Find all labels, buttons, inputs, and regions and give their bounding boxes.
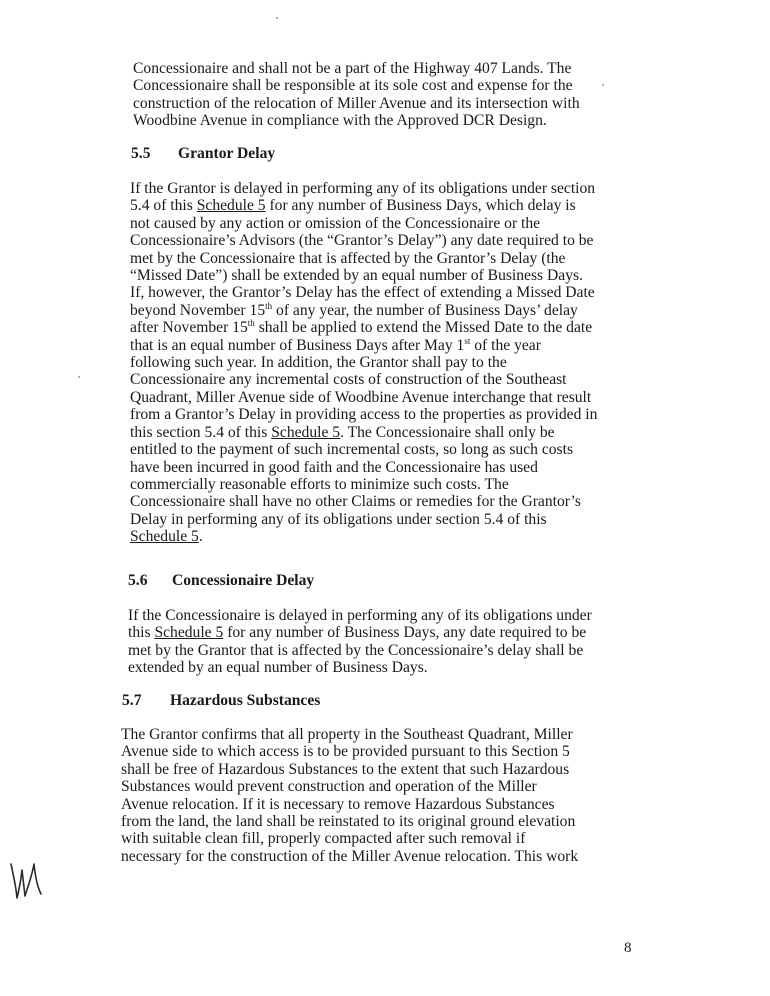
text-line: Concessionaire shall be responsible at its sole cost and expense for the [133, 77, 573, 95]
schedule-reference: Schedule 5 [154, 624, 224, 642]
text-line [121, 726, 578, 743]
text-run: If the Grantor is delayed in performing any of its obligations under section [130, 180, 596, 197]
ordinal-suffix: st [464, 335, 471, 346]
section-number: 5.6 [128, 572, 148, 589]
text-run: of any year, the number of Business Days’ delay [272, 301, 578, 319]
text-run: extended by an equal number of Business Days. [128, 659, 428, 677]
section-title: Concessionaire Delay [172, 572, 315, 589]
text-line [130, 511, 597, 528]
text-line [130, 371, 597, 388]
text-line [130, 493, 597, 510]
schedule-reference: Schedule 5 [196, 197, 266, 215]
text-line [121, 796, 578, 813]
text-run: Concessionaire’s Advisors (the “Grantor’s Delay”) any date required to be [130, 232, 594, 250]
section-heading-5-6 [128, 572, 314, 590]
ordinal-suffix: th [265, 300, 273, 311]
text-run: from a Grantor’s Delay in providing access to the properties as provided in [130, 406, 598, 424]
text-line [130, 180, 597, 197]
text-line [130, 284, 597, 301]
section-5-5-paragraph [130, 180, 597, 546]
text-line: Woodbine Avenue in compliance with the Approved DCR Design. [133, 112, 547, 130]
text-line [128, 642, 592, 659]
text-run: The Grantor confirms that all property in the Southeast Quadrant, Miller [121, 726, 573, 743]
text-run: entitled to the payment of such incremental costs, so long as such costs [130, 441, 574, 459]
text-line [130, 441, 597, 458]
text-line [130, 215, 597, 232]
scan-speck [602, 84, 604, 86]
text-run: met by the Grantor that is affected by the Concessionaire’s delay shall be [128, 641, 584, 659]
text-run: this [128, 624, 155, 642]
text-run: commercially reasonable efforts to minimize such costs. The [130, 475, 509, 493]
text-line [121, 743, 578, 760]
text-run: this section 5.4 of this [130, 423, 272, 441]
text-line [121, 813, 578, 830]
section-title: Hazardous Substances [170, 692, 321, 709]
section-5-7-paragraph [121, 726, 578, 865]
schedule-reference: Schedule 5 [130, 528, 199, 546]
text-run: . The Concessionaire shall only be [340, 423, 555, 441]
text-run: met by the Concessionaire that is affected by the Grantor’s Delay (the [130, 249, 566, 267]
text-run: Substances would prevent construction and operation of the Miller [121, 778, 537, 796]
section-heading-5-7 [122, 692, 320, 710]
text-line [130, 250, 597, 267]
text-run: from the land, the land shall be reinstated to its original ground elevation [121, 813, 576, 831]
text-run: “Missed Date”) shall be extended by an equal number of Business Days. [130, 267, 583, 285]
text-run: Avenue side to which access is to be provided pursuant to this Section 5 [121, 743, 570, 761]
text-line [121, 830, 578, 847]
scan-speck [276, 17, 278, 19]
text-run: not caused by any action or omission of the Concessionaire or the [130, 214, 541, 232]
section-number: 5.7 [122, 692, 142, 709]
text-run: Concessionaire shall have no other Claims or remedies for the Grantor’s [130, 493, 581, 511]
text-line [128, 607, 592, 624]
text-line [121, 778, 578, 795]
handwritten-initials-icon [8, 856, 44, 902]
page-number: 8 [624, 940, 632, 956]
text-run: for any number of Business Days, any date required to be [223, 624, 587, 642]
text-run: shall be free of Hazardous Substances to the extent that such Hazardous [121, 760, 570, 778]
text-run: If, however, the Grantor’s Delay has the effect of extending a Missed Date [130, 284, 595, 302]
text-line [130, 197, 597, 214]
scan-speck [78, 376, 80, 378]
text-run: 5.4 of this [130, 197, 197, 215]
text-run: beyond November 15 [130, 301, 266, 319]
text-line [130, 232, 597, 249]
text-run: Concessionaire any incremental costs of construction of the Southeast [130, 371, 567, 389]
section-5-6-paragraph [128, 607, 592, 677]
text-line [130, 459, 597, 476]
text-run: of the year [470, 336, 541, 354]
text-line: construction of the relocation of Miller Avenue and its intersection with [133, 94, 580, 112]
section-heading-5-5 [131, 145, 275, 163]
text-run: . [198, 528, 203, 546]
text-line [130, 267, 597, 284]
text-line [130, 389, 597, 406]
text-run: Quadrant, Miller Avenue side of Woodbine Avenue interchange that result [130, 388, 592, 406]
text-run: following such year. In addition, the Grantor shall pay to the [130, 354, 507, 372]
text-run: after November 15 [130, 319, 248, 337]
text-run: that is an equal number of Business Days after May 1 [130, 336, 465, 354]
text-line [130, 528, 597, 545]
text-line [130, 354, 597, 371]
schedule-reference: Schedule 5 [271, 423, 341, 441]
text-line [128, 624, 592, 641]
text-line [121, 848, 578, 865]
text-run: for any number of Business Days, which delay is [265, 197, 576, 215]
text-line [130, 319, 597, 336]
text-line: Concessionaire and shall not be a part of the Highway 407 Lands. The [133, 60, 572, 77]
text-run: necessary for the construction of the Miller Avenue relocation. This work [121, 847, 579, 865]
text-line [130, 476, 597, 493]
section-title: Grantor Delay [178, 145, 276, 162]
text-line [130, 302, 597, 319]
text-run: Delay in performing any of its obligations under section 5.4 of this [130, 510, 547, 528]
text-line [130, 424, 597, 441]
text-line [130, 337, 597, 354]
text-line [121, 761, 578, 778]
section-number: 5.5 [131, 145, 151, 162]
text-run: If the Concessionaire is delayed in performing any of its obligations under [128, 607, 592, 624]
text-run: shall be applied to extend the Missed Date to the date [254, 319, 593, 337]
text-line [130, 406, 597, 423]
text-line [128, 659, 592, 676]
text-run: Avenue relocation. If it is necessary to remove Hazardous Substances [121, 795, 555, 813]
ordinal-suffix: th [247, 318, 255, 329]
text-run: have been incurred in good faith and the Concessionaire has used [130, 458, 538, 476]
intro-paragraph [133, 60, 580, 130]
text-run: with suitable clean fill, properly compacted after such removal if [121, 830, 526, 848]
